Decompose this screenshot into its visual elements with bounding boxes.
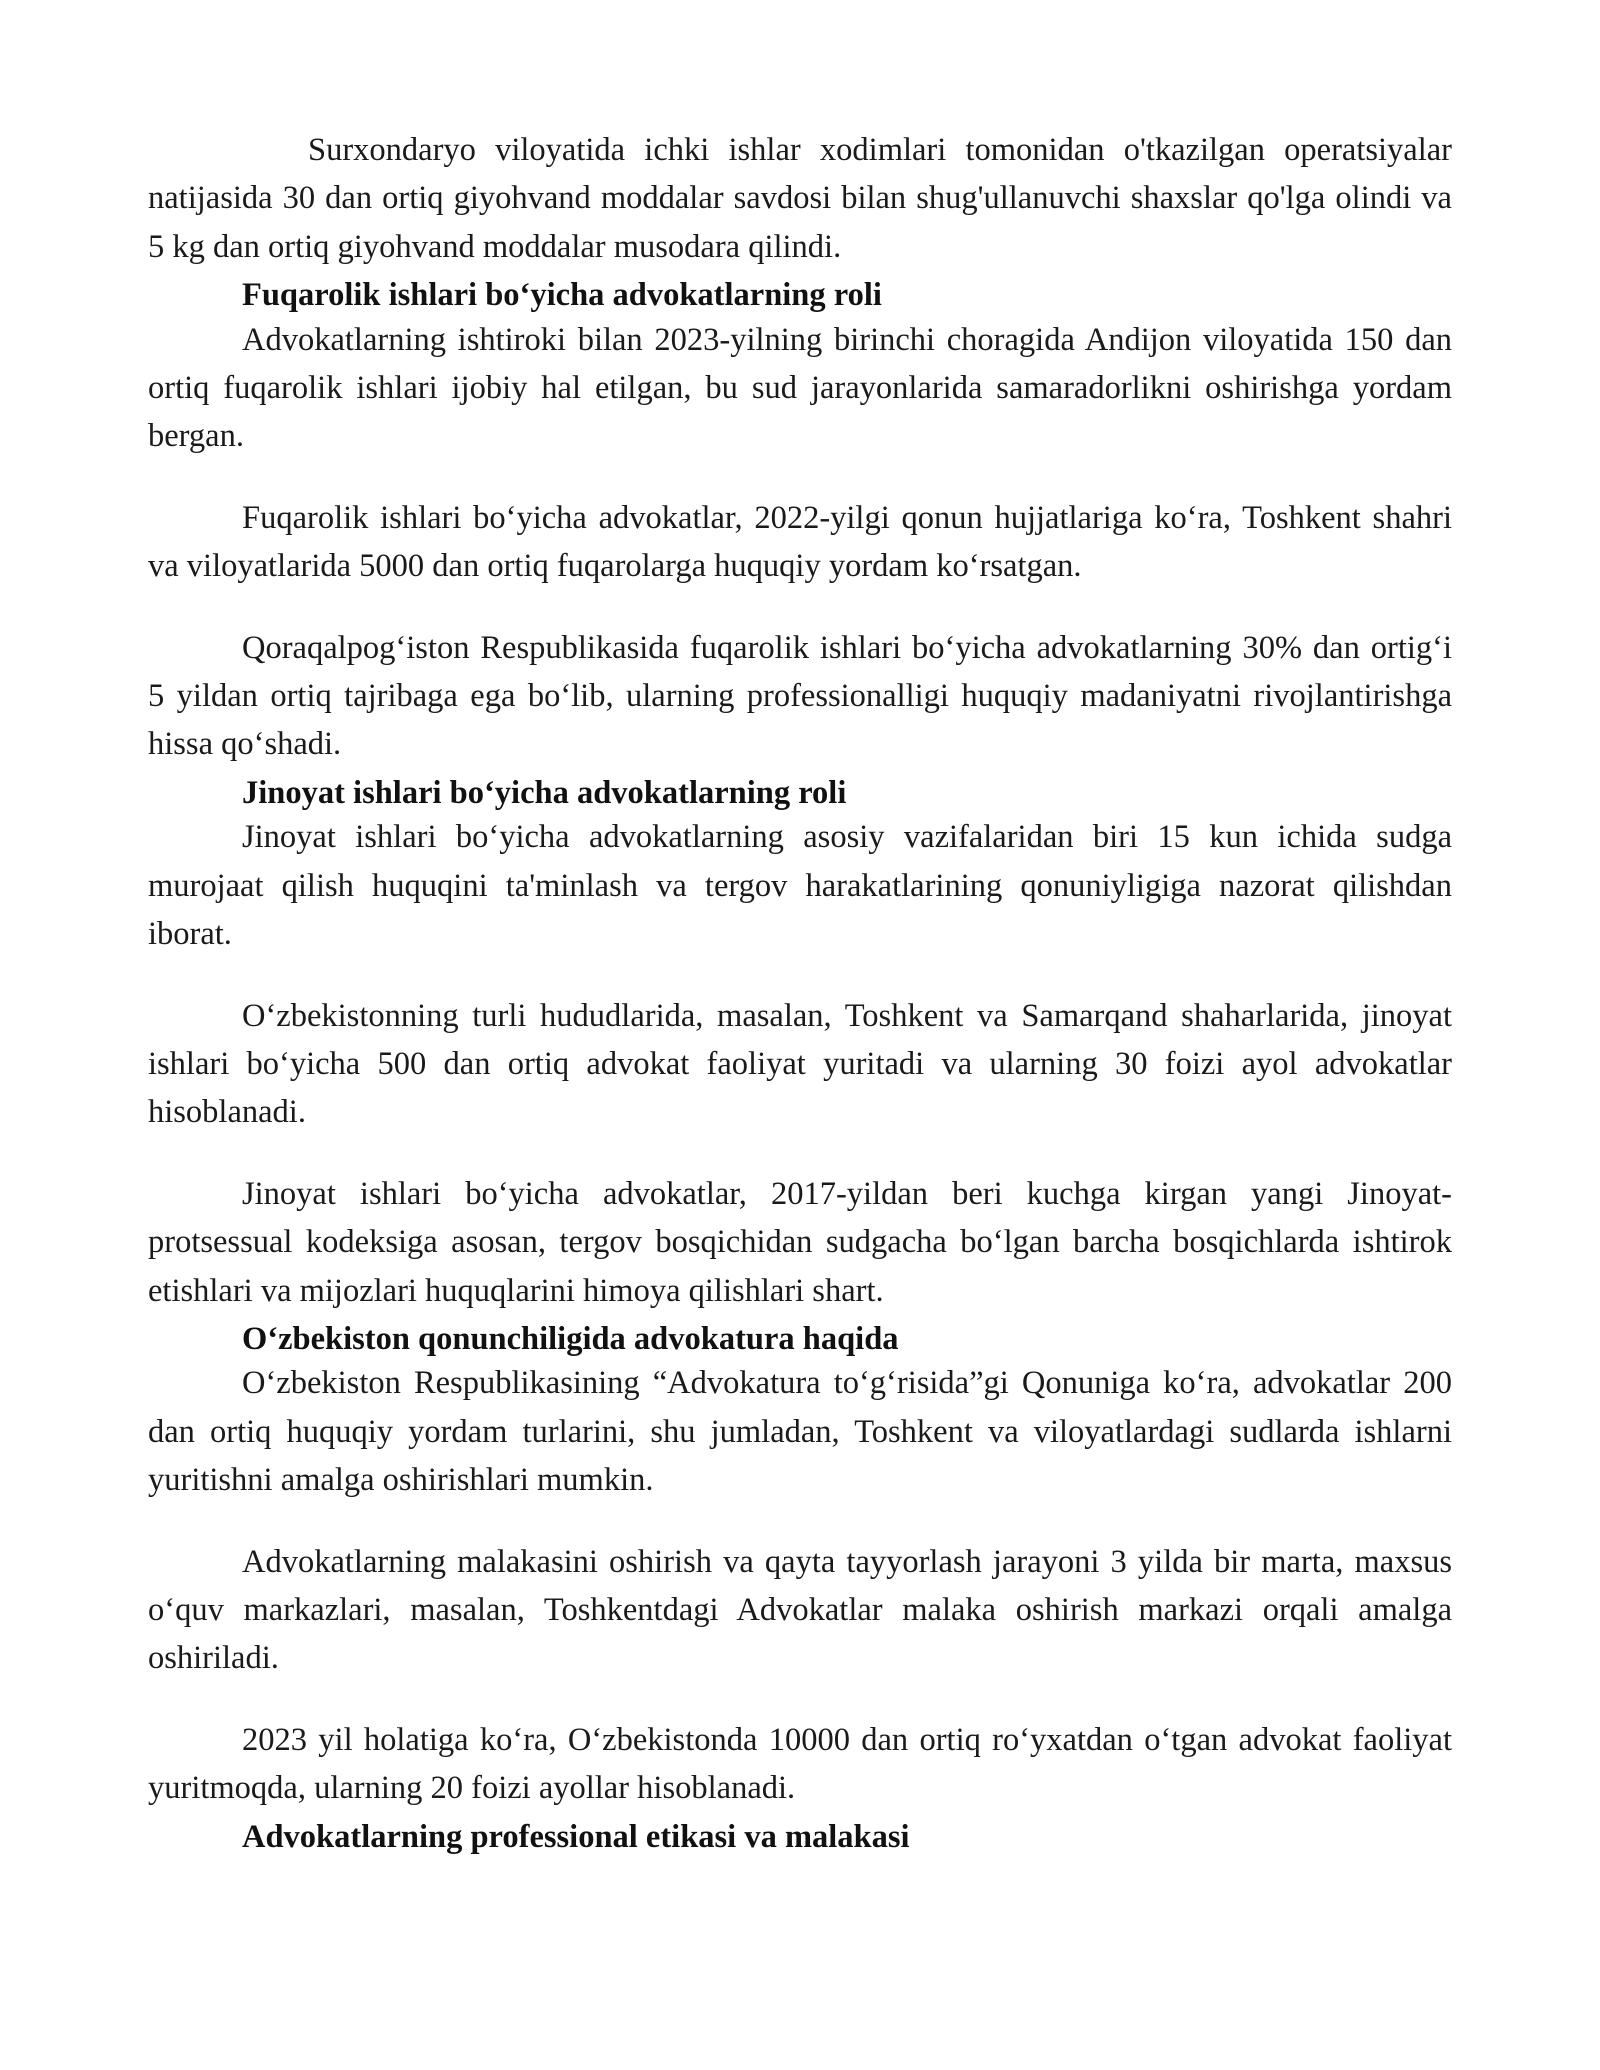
paragraph-advokatura-law: O‘zbekiston Respublikasining “Advokatura to‘g‘risida”gi Qonuniga ko‘ra, advokatlar 200 dan ortiq huquqiy yordam turlarini, shu jumladan, Toshkent va viloyatlardagi sudlarda ishlarni yuritishni amalga oshirishlari mumkin. [148,1365,1452,1499]
heading-civil-cases: Fuqarolik ishlari bo‘yicha advokatlarning roli [242,277,882,314]
heading-criminal-cases: Jinoyat ishlari bo‘yicha advokatlarning roli [242,774,847,811]
paragraph-regions: O‘zbekistonning turli hududlarida, masalan, Toshkent va Samarqand shaharlarida, jinoyat ishlari bo‘yicha 500 dan ortiq advokat faoliyat yuritadi va ularning 30 foizi ayol advokatlar hisoblanadi. [148,997,1452,1131]
paragraph-toshkent-civil: Fuqarolik ishlari bo‘yicha advokatlar, 2022-yilgi qonun hujjatlariga ko‘ra, Toshkent shahri va viloyatlarida 5000 dan ortiq fuqarolarga huquqiy yordam ko‘rsatgan. [148,499,1452,585]
heading-legislation: O‘zbekiston qonunchiligida advokatura haqida [242,1320,899,1357]
paragraph-andijon: Advokatlarning ishtiroki bilan 2023-yilning birinchi choragida Andijon viloyatida 150 dan ortiq fuqarolik ishlari ijobiy hal etilgan, bu sud jarayonlarida samaradorlikni oshirishga yordam bergan. [148,321,1452,455]
paragraph-qualification: Advokatlarning malakasini oshirish va qayta tayyorlash jarayoni 3 yilda bir marta, maxsus o‘quv markazlari, masalan, Toshkentdagi Advokatlar malaka oshirish markazi orqali amalga oshiriladi. [148,1543,1452,1677]
paragraph-criminal-duties: Jinoyat ishlari bo‘yicha advokatlarning asosiy vazifalaridan biri 15 kun ichida sudga murojaat qilish huquqini ta'minlash va tergov harakatlarining qonuniyligiga nazorat qilishdan iborat. [148,819,1452,953]
paragraph-procedural-code: Jinoyat ishlari bo‘yicha advokatlar, 2017-yildan beri kuchga kirgan yangi Jinoyat-protsessual kodeksiga asosan, tergov bosqichidan sudgacha bo‘lgan barcha bosqichlarda ishtirok etishlari va mijozlari huquqlarini himoya qilishlari shart. [148,1175,1452,1309]
paragraph-statistics-2023: 2023 yil holatiga ko‘ra, O‘zbekistonda 10000 dan ortiq ro‘yxatdan o‘tgan advokat faoliyat yuritmoqda, ularning 20 foizi ayollar hisoblanadi. [148,1721,1452,1807]
heading-professional-ethics: Advokatlarning professional etikasi va malakasi [242,1818,910,1855]
document-page [148,126,1452,1861]
paragraph-surxondaryo: Surxondaryo viloyatida ichki ishlar xodimlari tomonidan o'tkazilgan operatsiyalar natijasida 30 dan ortiq giyohvand moddalar savdosi bilan shug'ullanuvchi shaxslar qo'lga olindi va 5 kg dan ortiq giyohvand moddalar musodara qilindi. [148,132,1452,265]
paragraph-qoraqalpogiston: Qoraqalpog‘iston Respublikasida fuqarolik ishlari bo‘yicha advokatlarning 30% dan ortig‘i 5 yildan ortiq tajribaga ega bo‘lib, ularning professionalligi huquqiy madaniyatni rivojlantirishga hissa qo‘shadi. [148,629,1452,763]
